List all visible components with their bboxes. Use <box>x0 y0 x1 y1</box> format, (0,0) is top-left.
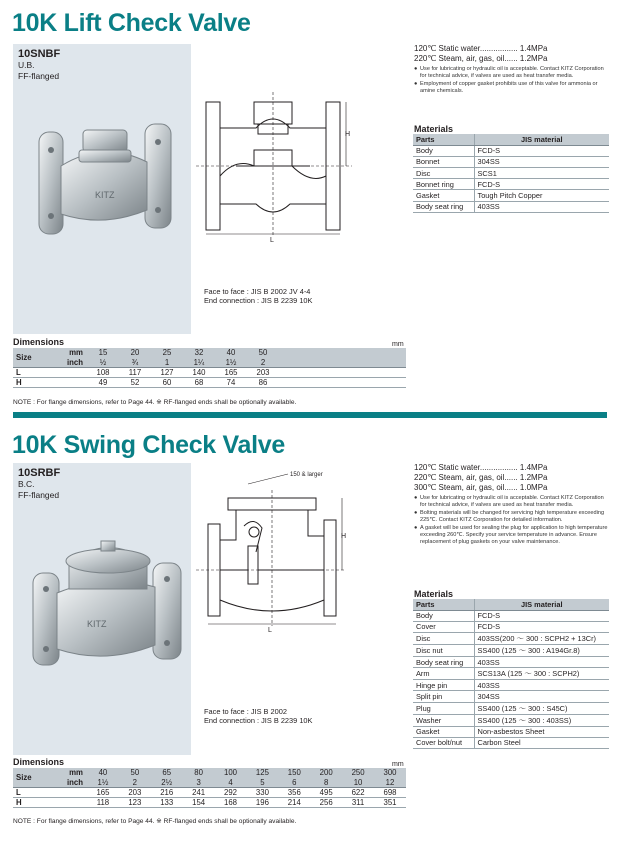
dim-value: 356 <box>278 787 310 797</box>
mat-material: Carbon Steel <box>474 737 609 748</box>
mat-material: 304SS <box>474 691 609 702</box>
swing-materials-title: Materials <box>414 589 454 599</box>
swing-diagram-l-label: L <box>268 627 272 634</box>
dim-value: 49 <box>87 377 119 387</box>
mat-material: SCS1 <box>474 168 609 179</box>
swing-materials-table <box>413 599 609 749</box>
swing-unit: mm <box>392 761 404 768</box>
dim-value: 698 <box>374 787 406 797</box>
size-mm: 125 <box>246 768 278 778</box>
mat-part: Hinge pin <box>413 680 474 691</box>
swing-photo-marking: KITZ <box>87 619 107 629</box>
table-row <box>413 737 609 748</box>
dim-value: 203 <box>247 367 279 377</box>
table-row <box>413 156 609 167</box>
size-mm: 65 <box>151 768 183 778</box>
lift-dimensions-title: Dimensions <box>13 337 65 347</box>
dim-row-label: L <box>13 367 87 377</box>
size-mm: 150 <box>278 768 310 778</box>
swing-photo-panel <box>13 463 191 755</box>
swing-note-2: ● Bolting materials will be changed for servicing high temperature exceeding 225℃. Contact KITZ Corporation for detailed information. <box>414 510 610 523</box>
table-row <box>413 691 609 702</box>
swing-type-bc: B.C. <box>18 479 35 489</box>
mat-part: Body seat ring <box>413 657 474 668</box>
lift-dim-mm-row <box>13 348 406 358</box>
swing-end-connection: End connection : JIS B 2239 10K <box>204 716 313 725</box>
lift-materials-table <box>413 134 609 213</box>
table-row <box>13 377 406 387</box>
mat-part: Body <box>413 610 474 621</box>
lift-section-diagram <box>196 88 356 248</box>
dim-value: 74 <box>215 377 247 387</box>
swing-note-1: ● Use for lubricating or hydraulic oil is acceptable. Contact KITZ Corporation for technical advice, if valves are used as heat transfer media. <box>414 495 610 508</box>
swing-dimensions-table <box>13 768 406 808</box>
swing-dimensions-title: Dimensions <box>13 757 65 767</box>
swing-valve-photo <box>29 523 185 673</box>
table-row <box>413 610 609 621</box>
lift-unit: mm <box>392 341 404 348</box>
size-inch: 8 <box>310 778 342 788</box>
dim-value: 140 <box>183 367 215 377</box>
table-row <box>413 680 609 691</box>
mat-material: SS400 (125 ～ 300 : S45C) <box>474 702 609 714</box>
lift-valve-photo <box>33 110 183 250</box>
dim-value: 203 <box>119 787 151 797</box>
size-mm: 20 <box>119 348 151 358</box>
size-mm: 50 <box>119 768 151 778</box>
size-inch: 1½ <box>215 358 247 368</box>
lift-size-label: Size <box>13 348 43 367</box>
size-mm: 32 <box>183 348 215 358</box>
mat-material: 403SS <box>474 201 609 212</box>
mat-part: Arm <box>413 668 474 680</box>
dim-value: 86 <box>247 377 279 387</box>
table-row <box>413 645 609 657</box>
dim-value: 168 <box>215 797 247 807</box>
mat-part: Cover bolt/nut <box>413 737 474 748</box>
swing-section-diagram <box>196 466 366 636</box>
size-mm: 40 <box>215 348 247 358</box>
dim-value: 133 <box>151 797 183 807</box>
mat-material: SS400 (125 ～ 300 : A194Gr.8) <box>474 645 609 657</box>
size-inch: 6 <box>278 778 310 788</box>
mat-part: Body <box>413 145 474 156</box>
table-row <box>413 201 609 212</box>
table-row <box>413 145 609 156</box>
section-divider <box>13 412 607 418</box>
lift-photo-panel <box>13 44 191 334</box>
table-row <box>13 787 406 797</box>
swing-spec-2: 220℃ Steam, air, gas, oil...... 1.2MPa <box>414 473 548 482</box>
size-mm: 300 <box>374 768 406 778</box>
dim-value: 108 <box>87 367 119 377</box>
mat-material: 403SS(200 ～ 300 : SCPH2 + 13Cr) <box>474 633 609 645</box>
table-row <box>413 190 609 201</box>
mat-material: 403SS <box>474 680 609 691</box>
table-row <box>413 633 609 645</box>
size-inch: 12 <box>374 778 406 788</box>
mat-material: FCD-S <box>474 610 609 621</box>
table-row <box>413 702 609 714</box>
dim-value: 52 <box>119 377 151 387</box>
dim-value: 214 <box>278 797 310 807</box>
dim-value: 216 <box>151 787 183 797</box>
mat-material: Non-asbestos Sheet <box>474 726 609 737</box>
table-row <box>413 714 609 726</box>
lift-face-to-face: Face to face : JIS B 2002 JV 4-4 <box>204 287 311 296</box>
mat-part: Bonnet <box>413 156 474 167</box>
mat-part: Disc nut <box>413 645 474 657</box>
mat-part: Gasket <box>413 726 474 737</box>
table-row <box>413 621 609 632</box>
swing-note-3: ● A gasket will be used for sealing the plug for application to high temperature exceeding 260℃. Specify your service temperature in advance. Ensure replacement of plug gaskets on your valve maintenance. <box>414 525 610 545</box>
swing-spec-3: 300℃ Steam, air, gas, oil...... 1.0MPa <box>414 483 548 492</box>
dim-row-label: H <box>13 377 87 387</box>
lift-note-1: ● Use for lubricating or hydraulic oil is acceptable. Contact KITZ Corporation for technical advice, if valves are used as heat transfer media. <box>414 66 610 79</box>
dim-value: 123 <box>119 797 151 807</box>
lift-note: NOTE : For flange dimensions, refer to Page 44. ※ RF-flanged ends shall be optionally available. <box>13 399 297 406</box>
size-inch: 1½ <box>87 778 119 788</box>
mat-material: 304SS <box>474 156 609 167</box>
size-mm: 25 <box>151 348 183 358</box>
swing-spec-1: 120℃ Static water................. 1.4MPa <box>414 463 548 472</box>
dim-value: 241 <box>183 787 215 797</box>
mat-part: Disc <box>413 168 474 179</box>
swing-mat-head-parts: Parts <box>413 599 474 610</box>
mat-part: Body seat ring <box>413 201 474 212</box>
dim-row-label: H <box>13 797 87 807</box>
size-inch: ½ <box>87 358 119 368</box>
lift-end-connection: End connection : JIS B 2239 10K <box>204 296 313 305</box>
swing-diagram-h-label: H <box>341 533 347 540</box>
lift-materials-title: Materials <box>414 124 454 134</box>
lift-type-ff: FF-flanged <box>18 71 60 81</box>
lift-title: 10K Lift Check Valve <box>12 9 251 37</box>
swing-title: 10K Swing Check Valve <box>12 431 285 459</box>
swing-model: 10SRBF <box>18 467 61 479</box>
lift-photo-marking: KITZ <box>95 190 115 200</box>
swing-note: NOTE : For flange dimensions, refer to Page 44. ※ RF-flanged ends shall be optionally available. <box>13 818 297 825</box>
mat-part: Disc <box>413 633 474 645</box>
dim-value: 118 <box>87 797 119 807</box>
lift-inch-label: inch <box>43 358 87 368</box>
size-mm: 250 <box>342 768 374 778</box>
swing-type-ff: FF-flanged <box>18 490 60 500</box>
dim-value: 165 <box>87 787 119 797</box>
size-mm: 40 <box>87 768 119 778</box>
mat-part: Gasket <box>413 190 474 201</box>
mat-material: SCS13A (125 ～ 300 : SCPH2) <box>474 668 609 680</box>
swing-notes <box>414 495 610 547</box>
dim-value: 330 <box>246 787 278 797</box>
table-row <box>413 179 609 190</box>
mat-part: Cover <box>413 621 474 632</box>
mat-part: Bonnet ring <box>413 179 474 190</box>
table-row <box>13 367 406 377</box>
size-inch: 2½ <box>151 778 183 788</box>
dim-value: 68 <box>183 377 215 387</box>
size-inch: 10 <box>342 778 374 788</box>
size-mm: 15 <box>87 348 119 358</box>
dim-row-label: L <box>13 787 87 797</box>
mat-material: FCD-S <box>474 145 609 156</box>
mat-material: 403SS <box>474 657 609 668</box>
size-inch: 1¼ <box>183 358 215 368</box>
swing-inch-label: inch <box>43 778 87 788</box>
dim-value: 495 <box>310 787 342 797</box>
swing-face-to-face: Face to face : JIS B 2002 <box>204 707 287 716</box>
size-inch: 4 <box>215 778 247 788</box>
swing-mat-head-jis: JIS material <box>474 599 609 610</box>
dim-value: 154 <box>183 797 215 807</box>
dim-value: 165 <box>215 367 247 377</box>
lift-note-2: ● Employment of copper gasket prohibits use of this valve for ammonia or amine chemicals. <box>414 81 610 94</box>
mat-part: Washer <box>413 714 474 726</box>
swing-dim-mm-row <box>13 768 406 778</box>
size-inch: 1 <box>151 358 183 368</box>
lift-dimensions-table <box>13 348 406 388</box>
size-mm: 80 <box>183 768 215 778</box>
lift-notes <box>414 66 610 96</box>
size-inch: 2 <box>247 358 279 368</box>
lift-spec-2: 220℃ Steam, air, gas, oil...... 1.2MPa <box>414 54 548 63</box>
size-inch: 5 <box>246 778 278 788</box>
dim-value: 292 <box>215 787 247 797</box>
mat-material: Tough Pitch Copper <box>474 190 609 201</box>
table-row <box>413 168 609 179</box>
size-mm: 200 <box>310 768 342 778</box>
lift-type-ub: U.B. <box>18 60 35 70</box>
table-row <box>13 797 406 807</box>
swing-diagram-callout: 150 & larger <box>290 472 323 478</box>
dim-value: 351 <box>374 797 406 807</box>
lift-materials-header <box>413 134 609 145</box>
size-inch: 2 <box>119 778 151 788</box>
lift-diagram-h-label: H <box>345 131 351 138</box>
lift-dim-inch-row <box>13 358 406 368</box>
table-row <box>413 668 609 680</box>
dim-value: 196 <box>246 797 278 807</box>
lift-mat-head-parts: Parts <box>413 134 474 145</box>
table-row <box>413 726 609 737</box>
lift-model: 10SNBF <box>18 48 61 60</box>
mat-material: FCD-S <box>474 621 609 632</box>
mat-part: Plug <box>413 702 474 714</box>
dim-value: 622 <box>342 787 374 797</box>
lift-mm-label: mm <box>43 348 87 358</box>
dim-value: 117 <box>119 367 151 377</box>
mat-part: Split pin <box>413 691 474 702</box>
dim-value: 60 <box>151 377 183 387</box>
size-mm: 100 <box>215 768 247 778</box>
swing-size-label: Size <box>13 768 43 787</box>
size-inch: 3 <box>183 778 215 788</box>
dim-value: 311 <box>342 797 374 807</box>
lift-diagram-l-label: L <box>270 237 274 244</box>
swing-materials-header <box>413 599 609 610</box>
size-inch: ¾ <box>119 358 151 368</box>
dim-value: 127 <box>151 367 183 377</box>
swing-dim-inch-row <box>13 778 406 788</box>
swing-mm-label: mm <box>43 768 87 778</box>
table-row <box>413 657 609 668</box>
mat-material: SS400 (125 ～ 300 : 403SS) <box>474 714 609 726</box>
lift-spec-1: 120℃ Static water................. 1.4MPa <box>414 44 548 53</box>
size-mm: 50 <box>247 348 279 358</box>
mat-material: FCD-S <box>474 179 609 190</box>
dim-value: 256 <box>310 797 342 807</box>
lift-mat-head-jis: JIS material <box>474 134 609 145</box>
